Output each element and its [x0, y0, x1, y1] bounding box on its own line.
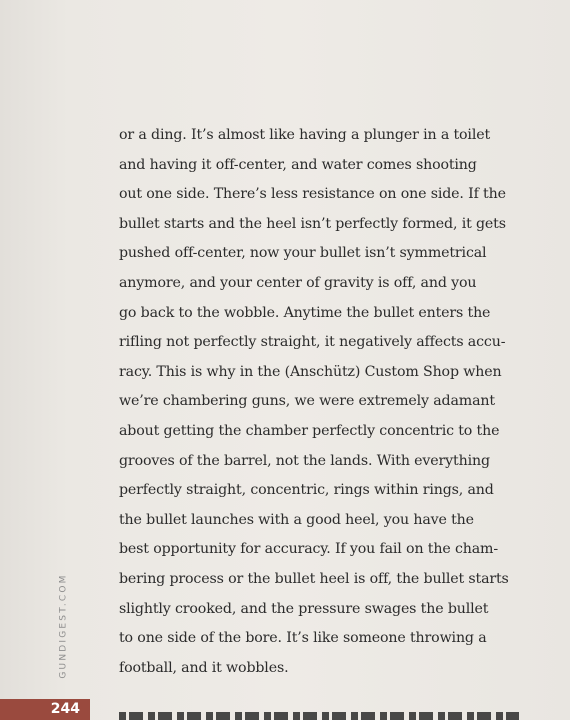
text-line: about getting the chamber perfectly concentric to the: [119, 422, 500, 439]
text-line: the bullet launches with a good heel, you have the: [119, 511, 474, 528]
page-number: 244: [0, 699, 90, 720]
text-line: rifling not perfectly straight, it negatively affects accu-: [119, 334, 506, 351]
text-line: slightly crooked, and the pressure swages the bullet: [119, 600, 489, 617]
text-line: anymore, and your center of gravity is off, and you: [119, 274, 477, 291]
cut-off-next-line: [119, 712, 519, 720]
text-line: football, and it wobbles.: [119, 659, 289, 676]
text-line: we’re chambering guns, we were extremely adamant: [119, 393, 495, 410]
text-line: out one side. There’s less resistance on one side. If the: [119, 186, 506, 203]
text-line: and having it off-center, and water comes shooting: [119, 156, 477, 173]
text-line: go back to the wobble. Anytime the bullet enters the: [119, 304, 491, 321]
text-line: perfectly straight, concentric, rings within rings, and: [119, 482, 494, 499]
text-line: to one side of the bore. It’s like someone throwing a: [119, 630, 487, 647]
text-line: bullet starts and the heel isn’t perfectly formed, it gets: [119, 215, 506, 232]
text-line: best opportunity for accuracy. If you fail on the cham-: [119, 541, 498, 558]
side-url: [54, 560, 74, 692]
body-paragraph: [119, 121, 539, 683]
text-line: or a ding. It’s almost like having a plunger in a toilet: [119, 127, 491, 143]
text-line: pushed off-center, now your bullet isn’t symmetrical: [119, 245, 487, 262]
text-line: grooves of the barrel, not the lands. With everything: [119, 452, 490, 469]
text-line: bering process or the bullet heel is off, the bullet starts: [119, 570, 509, 587]
cut-off-text-fragment: [119, 712, 519, 720]
side-url-text: GUNDIGEST.COM: [59, 573, 69, 679]
text-line: racy. This is why in the (Anschütz) Custom Shop when: [119, 363, 502, 380]
